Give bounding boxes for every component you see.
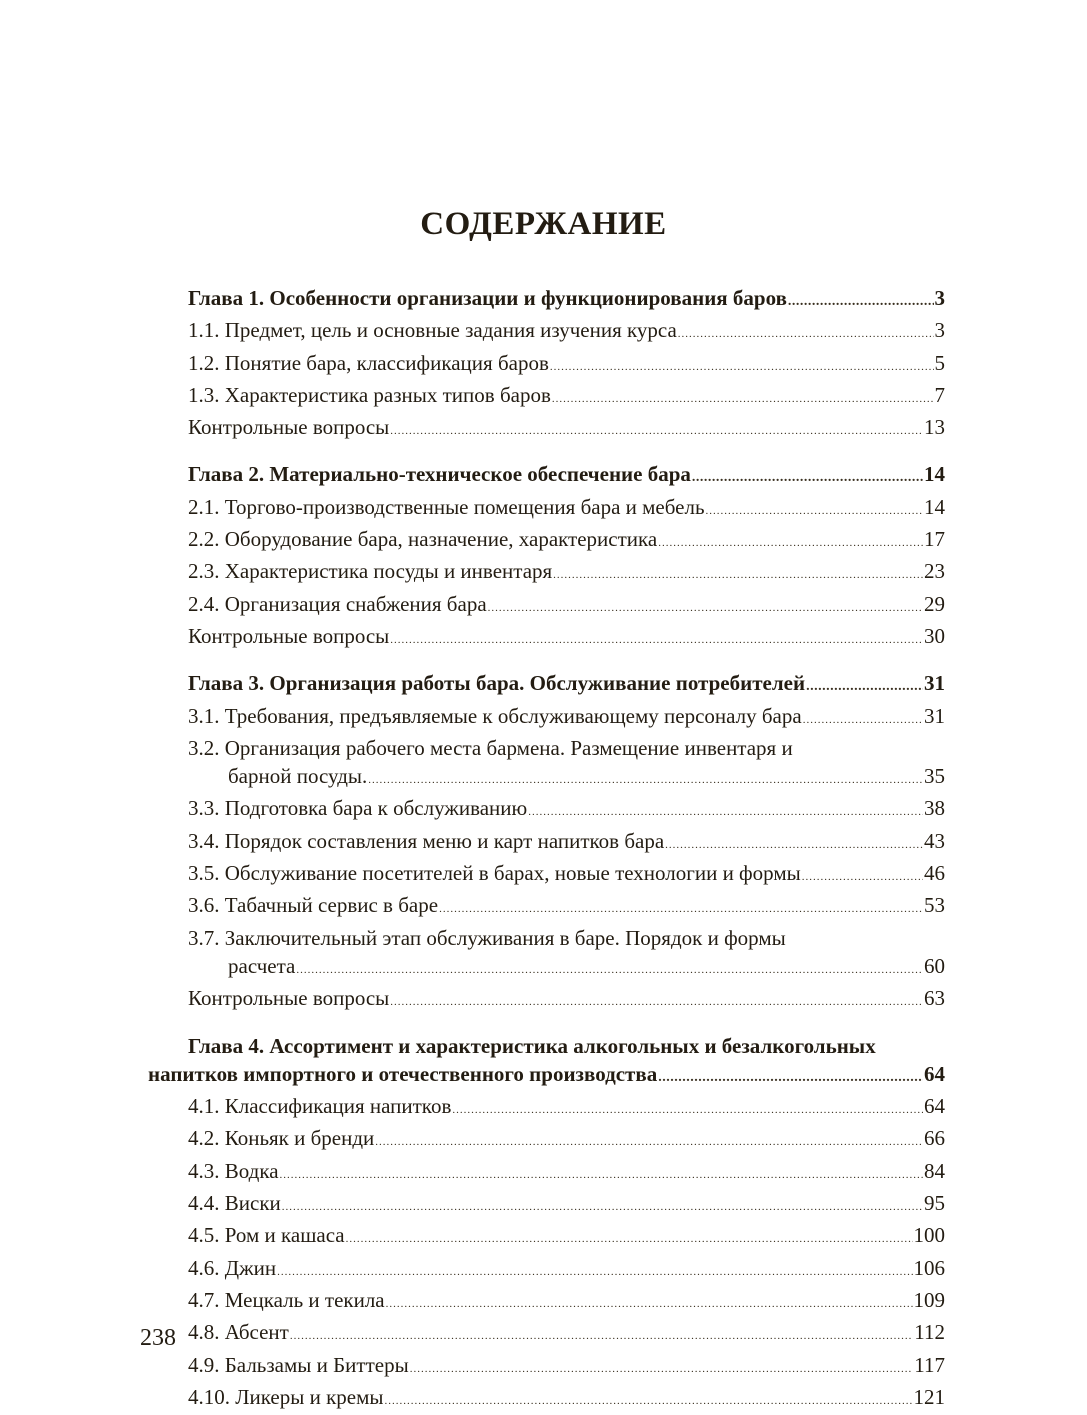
- dot-leader: [296, 956, 923, 984]
- entry-title: 1.1. Предмет, цель и основные задания изучения курса: [188, 318, 677, 343]
- dot-leader: [803, 706, 923, 734]
- toc-entry[interactable]: [188, 316, 945, 348]
- toc-entry[interactable]: [188, 1383, 945, 1415]
- dot-leader: [806, 673, 923, 701]
- dot-leader: [665, 831, 923, 859]
- entry-title: 3.5. Обслуживание посетителей в барах, новые технологии и формы: [188, 861, 801, 886]
- entry-title: 3.1. Требования, предъявляемые к обслуживающему персоналу бара: [188, 703, 802, 728]
- dot-leader: [553, 561, 923, 589]
- entry-page: 109: [913, 1287, 945, 1312]
- entry-continuation-row: [188, 762, 945, 794]
- dot-leader: [375, 1128, 923, 1156]
- entry-title: 4.9. Бальзамы и Биттеры: [188, 1352, 409, 1377]
- dot-leader: [390, 988, 923, 1016]
- dot-leader: [277, 1258, 912, 1286]
- entry-continuation-row: [148, 1060, 945, 1092]
- entry-page: 121: [913, 1384, 945, 1409]
- dot-leader: [488, 594, 923, 622]
- entry-title: 3.3. Подготовка бара к обслуживанию: [188, 796, 528, 821]
- entry-title: 2.3. Характеристика посуды и инвентаря: [188, 559, 553, 584]
- entry-page: 117: [914, 1352, 945, 1377]
- entry-title-continuation: барной посуды.: [228, 764, 368, 789]
- toc-entry[interactable]: [188, 794, 945, 826]
- toc-entry[interactable]: [188, 702, 945, 734]
- entry-page: 46: [924, 861, 945, 886]
- chapter-1: [188, 284, 945, 445]
- entry-title: Глава 2. Материально-техническое обеспечение бара: [188, 462, 691, 487]
- toc-entry-multiline[interactable]: [188, 924, 945, 985]
- entry-title: 4.6. Джин: [188, 1255, 277, 1280]
- entry-title: Контрольные вопросы: [188, 623, 390, 648]
- toc-entry[interactable]: [188, 827, 945, 859]
- entry-title: 3.7. Заключительный этап обслуживания в баре. Порядок и формы: [188, 925, 786, 950]
- entry-page: 106: [913, 1255, 945, 1280]
- toc-entry[interactable]: [188, 891, 945, 923]
- entry-page: 100: [913, 1223, 945, 1248]
- toc-entry[interactable]: [188, 1318, 945, 1350]
- toc-entry[interactable]: [188, 1286, 945, 1318]
- dot-leader: [452, 1096, 923, 1124]
- toc-entry[interactable]: [188, 859, 945, 891]
- chapter-heading[interactable]: [188, 460, 945, 492]
- entry-page: 3: [934, 318, 945, 343]
- toc-entry[interactable]: [188, 622, 945, 654]
- entry-title: 4.2. Коньяк и бренди: [188, 1126, 375, 1151]
- entry-title: 4.4. Виски: [188, 1191, 281, 1216]
- toc-entry[interactable]: [188, 1124, 945, 1156]
- entry-page: 35: [924, 764, 945, 789]
- dot-leader: [552, 385, 934, 413]
- entry-page: 66: [924, 1126, 945, 1151]
- entry-page: 3: [934, 286, 945, 310]
- entry-page: 14: [924, 494, 945, 519]
- entry-title: 4.5. Ром и кашаса: [188, 1223, 345, 1248]
- dot-leader: [658, 529, 923, 557]
- dot-leader: [528, 798, 923, 826]
- entry-page: 64: [924, 1094, 945, 1119]
- dot-leader: [706, 497, 923, 525]
- entry-page: 60: [924, 953, 945, 978]
- toc-entry[interactable]: [188, 1221, 945, 1253]
- entry-title: Глава 3. Организация работы бара. Обслуживание потребителей: [188, 671, 806, 696]
- entry-page: 95: [924, 1191, 945, 1216]
- entry-page: 38: [924, 796, 945, 821]
- dot-leader: [678, 320, 934, 348]
- chapter-heading[interactable]: [188, 284, 945, 316]
- entry-title-continuation: напитков импортного и отечественного производства: [148, 1061, 658, 1086]
- page-number: 238: [140, 1325, 176, 1351]
- dot-leader: [439, 895, 923, 923]
- dot-leader: [410, 1355, 914, 1383]
- dot-leader: [385, 1387, 913, 1415]
- entry-continuation-row: [188, 952, 945, 984]
- entry-page: 5: [934, 350, 945, 375]
- toc-entry[interactable]: [188, 1254, 945, 1286]
- dot-leader: [390, 626, 923, 654]
- toc-entry[interactable]: [188, 984, 945, 1016]
- entry-page: 84: [924, 1158, 945, 1183]
- chapter-heading[interactable]: [188, 669, 945, 701]
- toc-entry[interactable]: [188, 349, 945, 381]
- entry-title: Глава 4. Ассортимент и характеристика алкогольных и безалкогольных: [188, 1033, 876, 1058]
- dot-leader: [282, 1193, 923, 1221]
- dot-leader: [788, 288, 934, 316]
- toc-entry[interactable]: [188, 590, 945, 622]
- entry-page: 43: [924, 828, 945, 853]
- entry-title: 1.2. Понятие бара, классификация баров: [188, 350, 549, 375]
- entry-title-continuation: расчета: [228, 953, 296, 978]
- dot-leader: [692, 464, 923, 492]
- toc-entry[interactable]: [188, 413, 945, 445]
- toc-entry[interactable]: [188, 493, 945, 525]
- dot-leader: [390, 417, 923, 445]
- chapter-heading-multiline[interactable]: [148, 1032, 945, 1093]
- toc-entry[interactable]: [188, 557, 945, 589]
- toc-entry[interactable]: [188, 381, 945, 413]
- entry-page: 30: [924, 623, 945, 648]
- toc-entry[interactable]: [188, 1092, 945, 1124]
- entry-title: 4.10. Ликеры и кремы: [188, 1384, 384, 1409]
- entry-title: 3.4. Порядок составления меню и карт напитков бара: [188, 828, 665, 853]
- entry-title: 2.4. Организация снабжения бара: [188, 591, 487, 616]
- entry-page: 23: [924, 559, 945, 584]
- entry-page: 31: [924, 703, 945, 728]
- entry-title: 2.2. Оборудование бара, назначение, характеристика: [188, 527, 658, 552]
- entry-page: 64: [924, 1061, 945, 1086]
- entry-page: 7: [934, 382, 945, 407]
- dot-leader: [386, 1290, 913, 1318]
- entry-title: 2.1. Торгово-производственные помещения бара и мебель: [188, 494, 705, 519]
- chapter-3: [188, 669, 945, 1016]
- entry-title: Контрольные вопросы: [188, 415, 390, 440]
- dot-leader: [346, 1225, 913, 1253]
- toc-entry[interactable]: [188, 1157, 945, 1189]
- entry-title: 4.3. Водка: [188, 1158, 279, 1183]
- entry-page: 53: [924, 893, 945, 918]
- chapter-4-items: [148, 1092, 945, 1415]
- toc-entry[interactable]: [188, 525, 945, 557]
- entry-page: 31: [924, 671, 945, 696]
- entry-page: 13: [924, 415, 945, 440]
- dot-leader: [550, 353, 934, 381]
- dot-leader: [802, 863, 923, 891]
- chapter-2: [188, 460, 945, 654]
- entry-page: 29: [924, 591, 945, 616]
- dot-leader: [368, 766, 923, 794]
- entry-title: 4.7. Мецкаль и текила: [188, 1287, 385, 1312]
- chapter-4: [148, 1032, 945, 1415]
- toc-entry[interactable]: [188, 1189, 945, 1221]
- entry-page: 14: [924, 462, 945, 487]
- dot-leader: [280, 1161, 923, 1189]
- toc-entry[interactable]: [188, 1351, 945, 1383]
- entry-title: 4.1. Классификация напитков: [188, 1094, 452, 1119]
- entry-title: 3.6. Табачный сервис в баре: [188, 893, 439, 918]
- toc-entry-multiline[interactable]: [188, 734, 945, 795]
- entry-title: Контрольные вопросы: [188, 986, 390, 1011]
- entry-page: 17: [924, 527, 945, 552]
- dot-leader: [290, 1322, 913, 1350]
- entry-page: 63: [924, 986, 945, 1011]
- entry-title: Глава 1. Особенности организации и функционирования баров: [188, 286, 787, 310]
- entry-page: 112: [914, 1320, 945, 1345]
- dot-leader: [658, 1064, 923, 1092]
- entry-title: 1.3. Характеристика разных типов баров: [188, 382, 551, 407]
- entry-title: 3.2. Организация рабочего места бармена. Размещение инвентаря и: [188, 735, 793, 760]
- entry-title: 4.8. Абсент: [188, 1320, 289, 1345]
- page-title: СОДЕРЖАНИЕ: [420, 206, 667, 242]
